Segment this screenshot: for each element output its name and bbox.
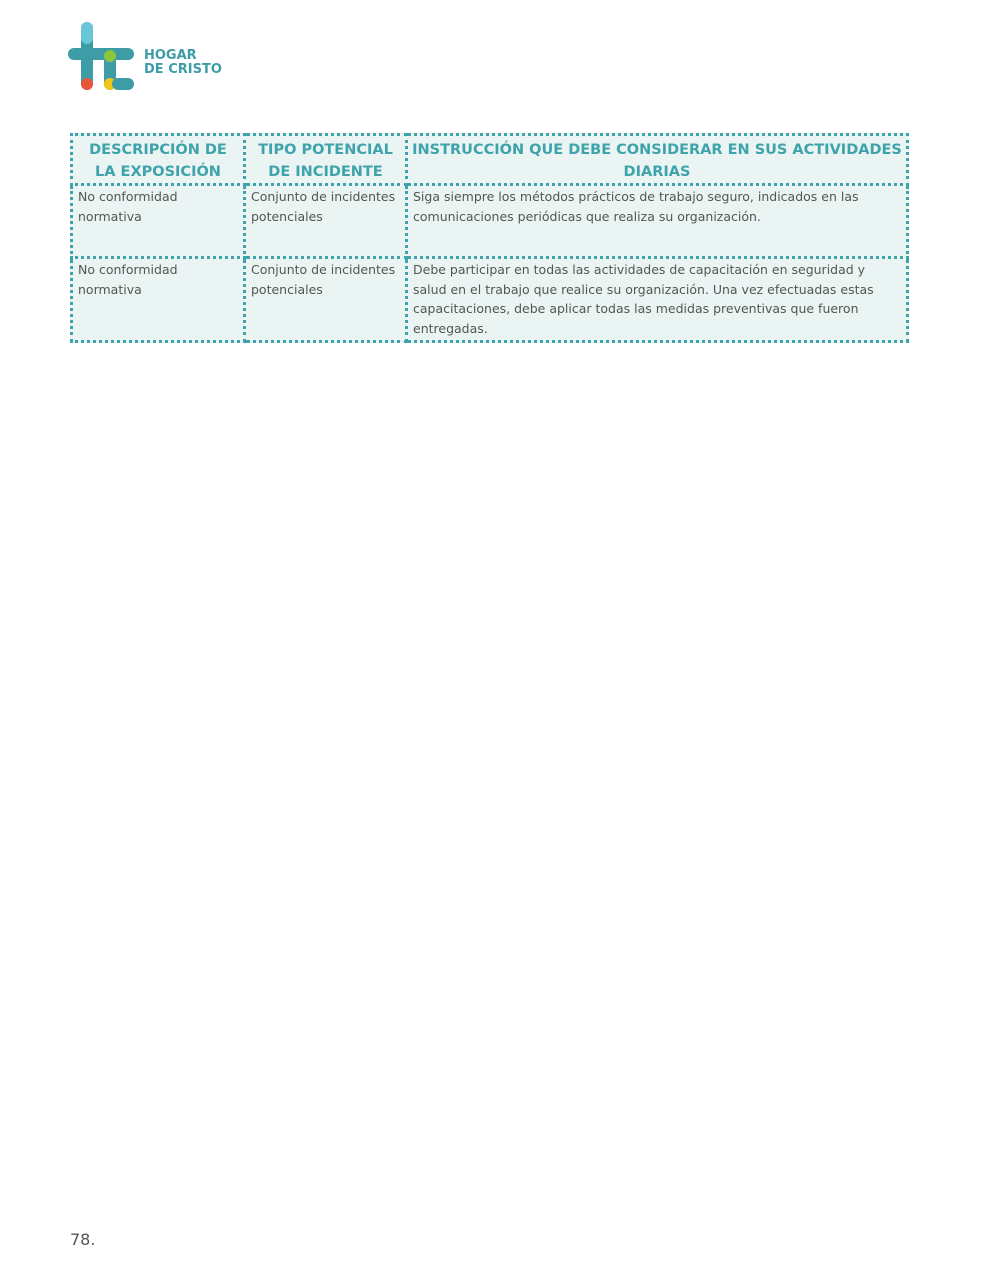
header-instruccion: INSTRUCCIÓN QUE DEBE CONSIDERAR EN SUS ACTIVIDADES DIARIAS bbox=[407, 135, 908, 185]
logo-text bbox=[144, 49, 222, 77]
cell-instruccion: Siga siempre los métodos prácticos de trabajo seguro, indicados en las comunicaciones periódicas que realiza su organización. bbox=[407, 185, 908, 258]
table-row bbox=[72, 185, 908, 258]
logo-line-2: DE CRISTO bbox=[144, 62, 222, 77]
header-tipo-potencial: TIPO POTENCIAL DE INCIDENTE bbox=[245, 135, 407, 185]
exposure-table bbox=[70, 133, 909, 343]
page-number: 78. bbox=[70, 1230, 96, 1249]
table-row bbox=[72, 258, 908, 342]
cell-tipo: Conjunto de incidentes potenciales bbox=[245, 258, 407, 342]
cell-instruccion: Debe participar en todas las actividades de capacitación en seguridad y salud en el trabajo que realice su organización. Una vez efectuadas estas capacitaciones, debe aplicar todas las medidas preventivas que fueron entregadas. bbox=[407, 258, 908, 342]
cell-tipo: Conjunto de incidentes potenciales bbox=[245, 185, 407, 258]
table-header-row bbox=[72, 135, 908, 185]
cross-logo-icon bbox=[68, 22, 138, 92]
logo-line-1: HOGAR bbox=[144, 48, 197, 63]
header-descripcion: DESCRIPCIÓN DE LA EXPOSICIÓN bbox=[72, 135, 245, 185]
cell-descripcion: No conformidad normativa bbox=[72, 258, 245, 342]
cell-descripcion: No conformidad normativa bbox=[72, 185, 245, 258]
hogar-de-cristo-logo bbox=[68, 22, 228, 92]
